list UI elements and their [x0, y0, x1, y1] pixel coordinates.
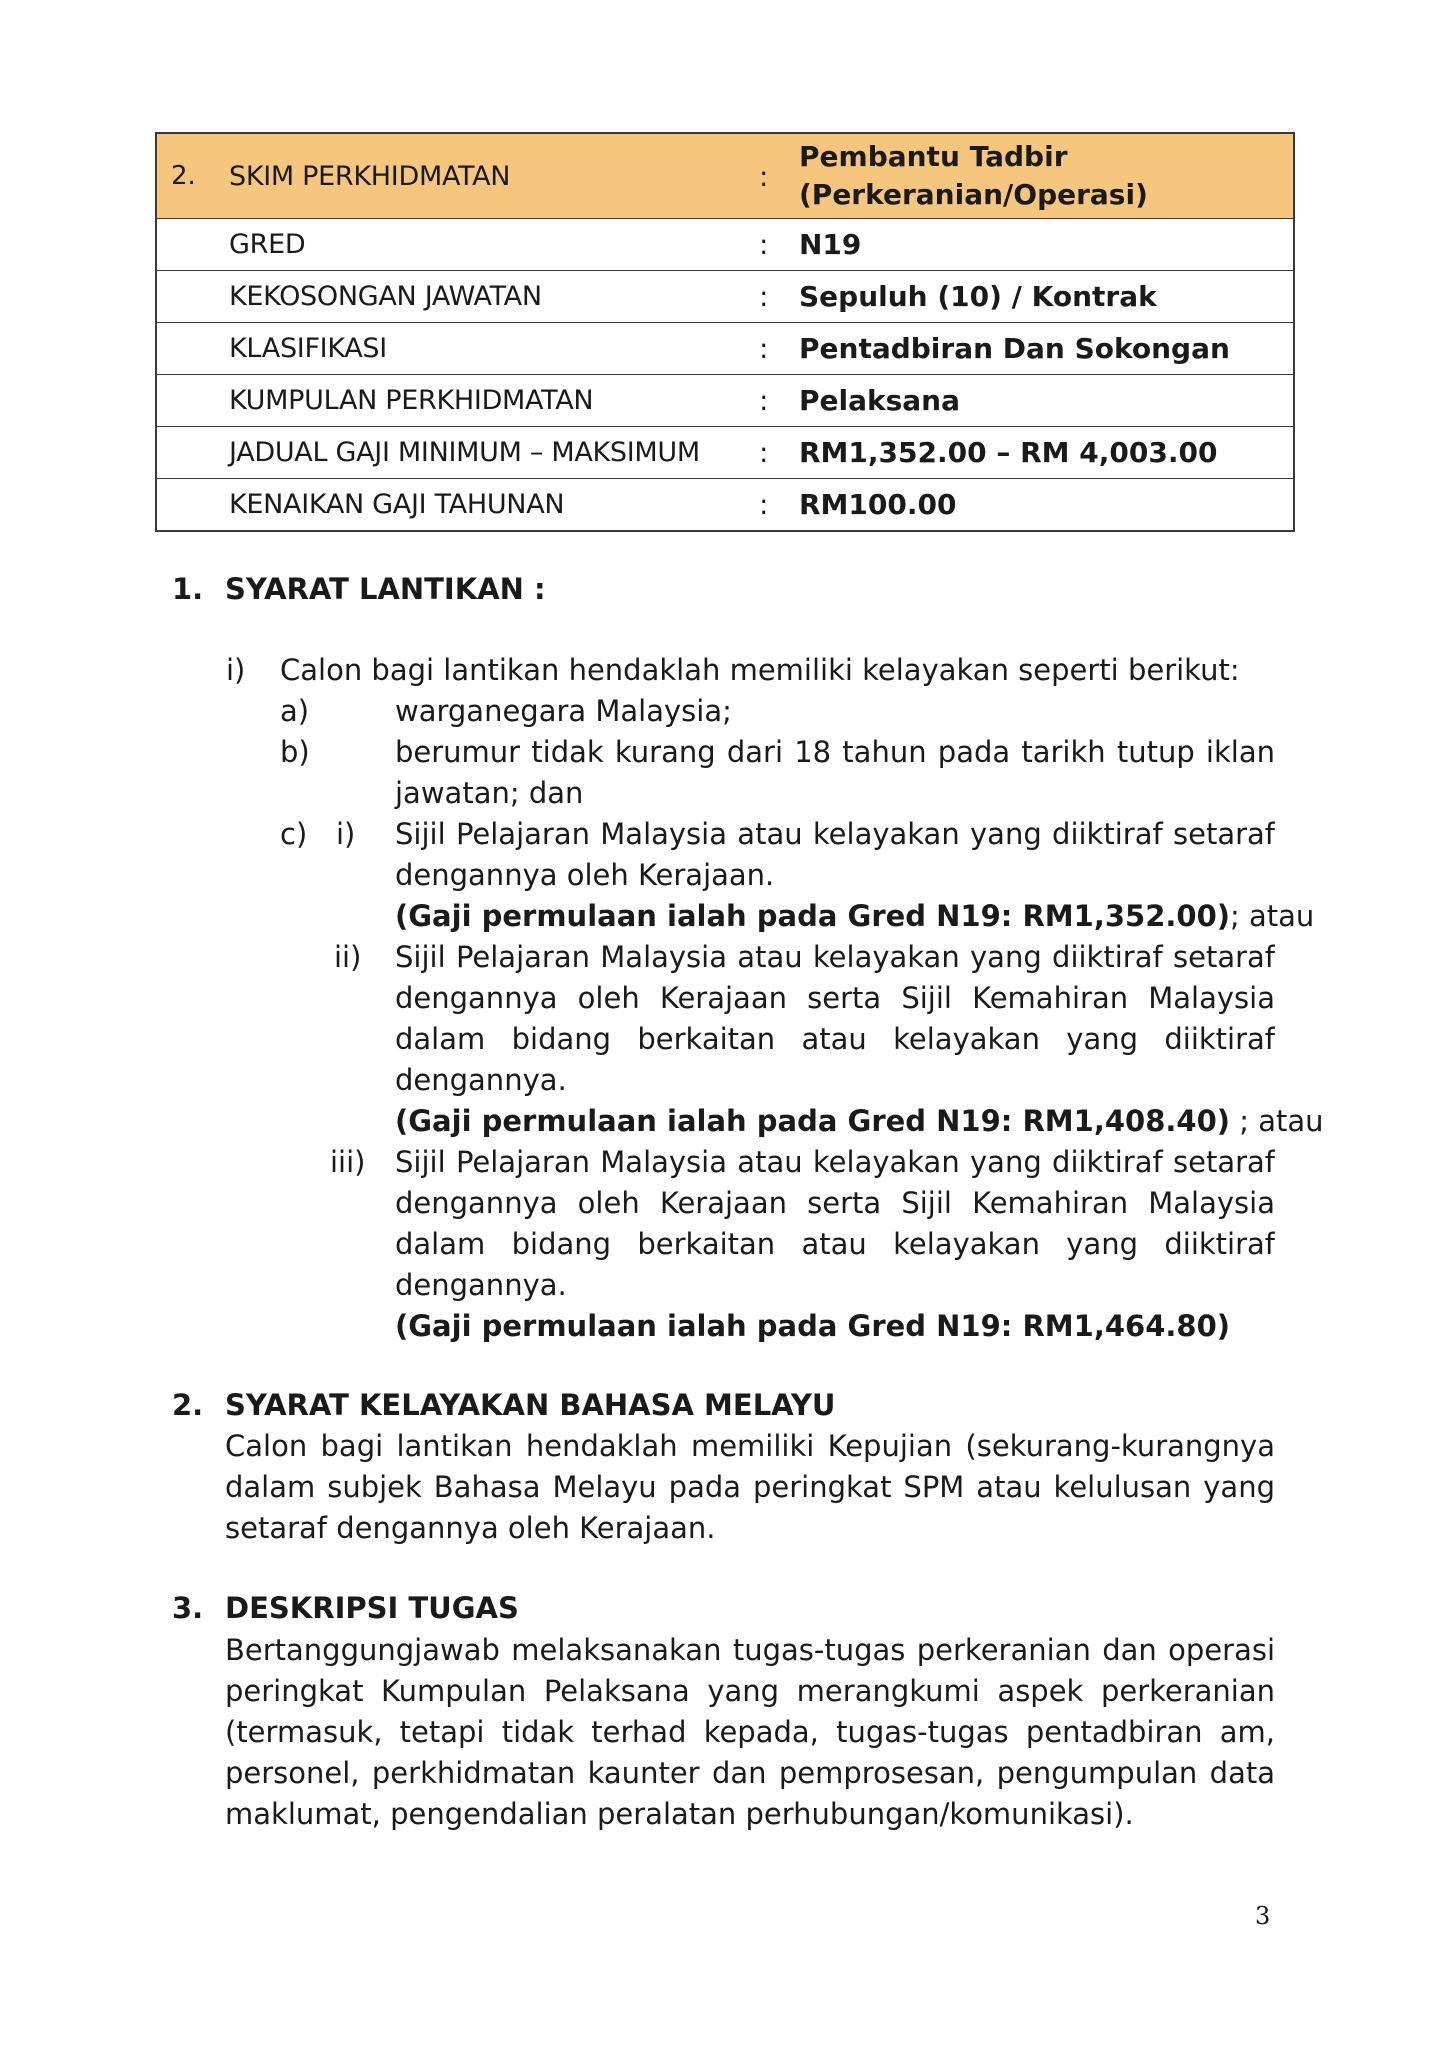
item-c-marker: c) [280, 817, 308, 851]
table-row [156, 427, 1294, 479]
table-row [156, 323, 1294, 375]
item-cii-tail: ; atau [1230, 1104, 1324, 1138]
section2-line3: setaraf dengannya oleh Kerajaan. [225, 1511, 716, 1545]
section3-line3: (termasuk, tetapi tidak terhad kepada, tugas-tugas pentadbiran am, [225, 1715, 1275, 1749]
row-label: GRED [229, 219, 759, 271]
item-ciii-line1: Sijil Pelajaran Malaysia atau kelayakan yang diiktiraf setaraf [395, 1145, 1275, 1179]
row-value: RM1,352.00 – RM 4,003.00 [799, 427, 1294, 479]
item-ci-line1: Sijil Pelajaran Malaysia atau kelayakan yang diiktiraf setaraf [395, 817, 1275, 851]
item-ci-marker: i) [336, 817, 356, 851]
item-a-marker: a) [280, 694, 310, 728]
table-header-row [156, 133, 1294, 219]
colon: : [759, 133, 799, 219]
row-value: Sepuluh (10) / Kontrak [799, 271, 1294, 323]
item-a-text: warganegara Malaysia; [395, 694, 732, 728]
page-number: 3 [1255, 1902, 1271, 1930]
item-cii-salary-line [395, 1101, 1324, 1141]
row-label: JADUAL GAJI MINIMUM – MAKSIMUM [229, 427, 759, 479]
section2-line2: dalam subjek Bahasa Melayu pada peringkat SPM atau kelulusan yang [225, 1470, 1275, 1504]
intro-marker: i) [226, 653, 246, 687]
scheme-value-line2: (Perkeranian/Operasi) [799, 178, 1148, 211]
section2-number: 2. [172, 1388, 204, 1422]
colon: : [759, 375, 799, 427]
section1-title: SYARAT LANTIKAN : [225, 572, 546, 606]
item-b-line2: jawatan; dan [395, 776, 584, 810]
item-ciii-line4: dengannya. [395, 1268, 567, 1302]
row-value: Pelaksana [799, 375, 1294, 427]
section2-title: SYARAT KELAYAKAN BAHASA MELAYU [225, 1388, 836, 1422]
scheme-value [799, 133, 1294, 219]
item-ciii-line3: dalam bidang berkaitan atau kelayakan yang diiktiraf [395, 1227, 1275, 1261]
service-scheme-table [155, 132, 1295, 532]
item-ci-salary: (Gaji permulaan ialah pada Gred N19: RM1,352.00) [395, 899, 1231, 933]
scheme-number: 2. [156, 133, 229, 219]
item-ciii-marker: iii) [330, 1145, 366, 1179]
scheme-value-line1: Pembantu Tadbir [799, 140, 1068, 173]
item-ci-line2: dengannya oleh Kerajaan. [395, 858, 775, 892]
colon: : [759, 427, 799, 479]
colon: : [759, 271, 799, 323]
section3-number: 3. [172, 1591, 204, 1625]
row-label: KUMPULAN PERKHIDMATAN [229, 375, 759, 427]
item-cii-line4: dengannya. [395, 1063, 567, 1097]
item-cii-line1: Sijil Pelajaran Malaysia atau kelayakan yang diiktiraf setaraf [395, 940, 1275, 974]
section3-line5: maklumat, pengendalian peralatan perhubungan/komunikasi). [225, 1797, 1134, 1831]
item-cii-line2: dengannya oleh Kerajaan serta Sijil Kemahiran Malaysia [395, 981, 1275, 1015]
item-b-marker: b) [280, 735, 310, 769]
section3-line4: personel, perkhidmatan kaunter dan pemprosesan, pengumpulan data [225, 1756, 1275, 1790]
item-cii-salary: (Gaji permulaan ialah pada Gred N19: RM1,408.40) [395, 1104, 1231, 1138]
section3-line1: Bertanggungjawab melaksanakan tugas-tugas perkeranian dan operasi [225, 1633, 1275, 1667]
item-b-line1: berumur tidak kurang dari 18 tahun pada tarikh tutup iklan [395, 735, 1275, 769]
item-ciii-line2: dengannya oleh Kerajaan serta Sijil Kemahiran Malaysia [395, 1186, 1275, 1220]
row-value: RM100.00 [799, 479, 1294, 532]
row-label: KENAIKAN GAJI TAHUNAN [229, 479, 759, 532]
table-row [156, 271, 1294, 323]
table-row [156, 219, 1294, 271]
row-value: Pentadbiran Dan Sokongan [799, 323, 1294, 375]
row-label: KLASIFIKASI [229, 323, 759, 375]
intro-text: Calon bagi lantikan hendaklah memiliki kelayakan seperti berikut: [280, 653, 1240, 687]
section2-line1: Calon bagi lantikan hendaklah memiliki Kepujian (sekurang-kurangnya [225, 1429, 1275, 1463]
item-ciii-salary: (Gaji permulaan ialah pada Gred N19: RM1,464.80) [395, 1309, 1231, 1343]
section1-number: 1. [172, 572, 204, 606]
colon: : [759, 479, 799, 532]
item-cii-marker: ii) [334, 940, 362, 974]
colon: : [759, 219, 799, 271]
item-cii-line3: dalam bidang berkaitan atau kelayakan yang diiktiraf [395, 1022, 1275, 1056]
colon: : [759, 323, 799, 375]
row-label: KEKOSONGAN JAWATAN [229, 271, 759, 323]
section3-line2: peringkat Kumpulan Pelaksana yang merangkumi aspek perkeranian [225, 1674, 1275, 1708]
item-ci-tail: ; atau [1230, 899, 1315, 933]
section3-title: DESKRIPSI TUGAS [225, 1591, 519, 1625]
table-row [156, 479, 1294, 532]
row-value: N19 [799, 219, 1294, 271]
scheme-label: SKIM PERKHIDMATAN [229, 133, 759, 219]
item-ci-salary-line [395, 896, 1314, 936]
table-row [156, 375, 1294, 427]
